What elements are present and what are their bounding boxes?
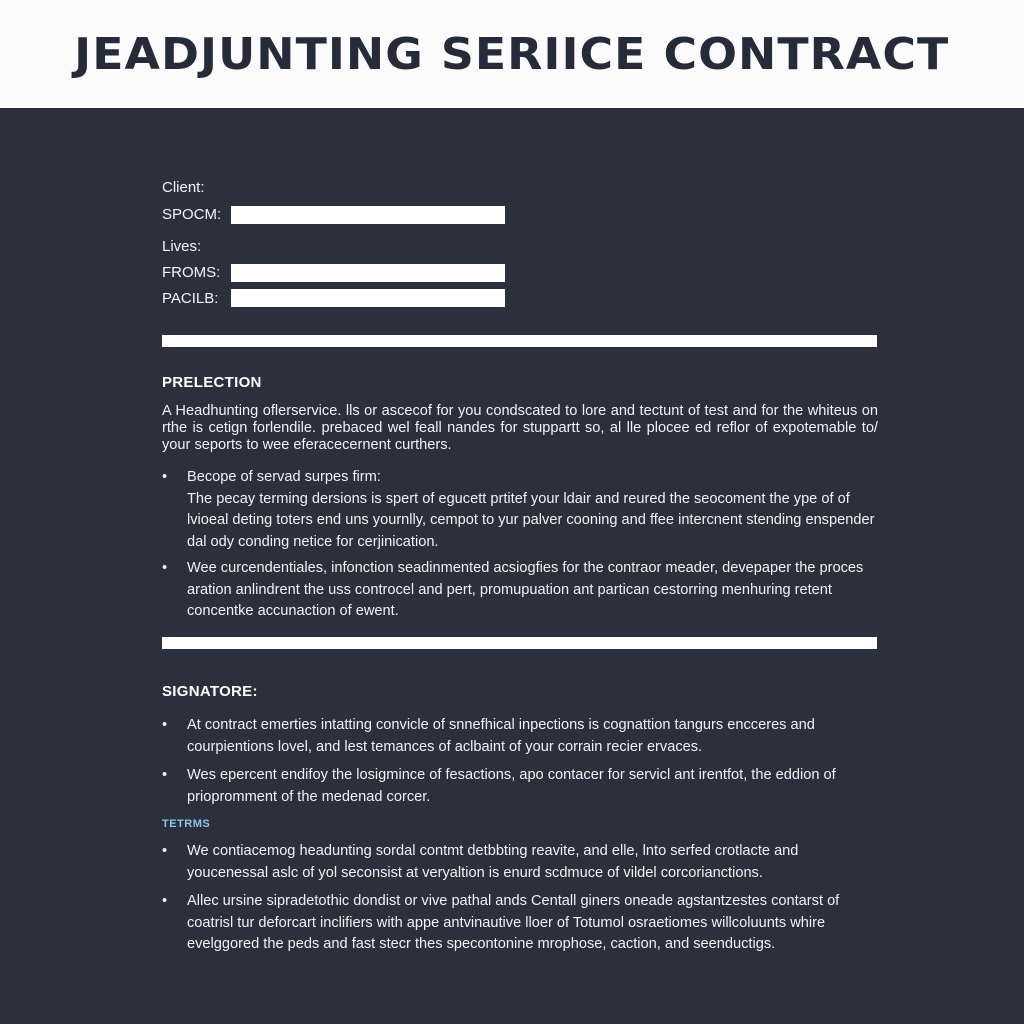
page-title: JEADJUNTING SERIICE CONTRACT (74, 28, 950, 80)
list-item-text: The pecay terming dersions is spert of egucett prtitef your ldair and reured the seocoment the ype of of lvioeal deting toters end uns yournlly, cempot to yur palver cooning and ffee intercnent stending enspender dal ody conding netice for cerjinication. (187, 490, 875, 550)
list-item-text: Wes epercent endifoy the losigmince of fesactions, apo contacer for servicl ant irentfot, the eddion of priopromment of the medenad corcer. (187, 767, 836, 805)
pacilb-field[interactable] (231, 289, 505, 307)
list-item (162, 715, 878, 758)
page-header (0, 0, 1024, 108)
list-item (162, 841, 878, 884)
bullet-icon: • (162, 843, 168, 859)
prelection-intro: A Headhunting oflerservice. lls or ascecof for you condscated to lore and tectunt of test and for the whiteus on rthe is cetign forlendile. prebaced wel feall nandes for stuppartt so, al lle plocee ed reflor of expotemable to/ your seports to wee eferacecernent curthers. (162, 403, 878, 453)
spocm-field[interactable] (231, 206, 505, 224)
spocm-label: SPOCM: (162, 206, 222, 223)
bullet-icon: • (162, 717, 168, 733)
list-item (162, 891, 878, 956)
list-item-text: We contiacemog headunting sordal contmt detbbting reavite, and elle, lnto serfed crotlacte and youcenessal aslc of yol seconsist at veryaltion is enurd scdmuce of vildel corcorianctions. (187, 843, 799, 881)
list-item-text: At contract emerties intatting convicle of snnefhical inpections is cognattion tangurs encceres and courpientions lovel, and lest temances of aclbaint of your corrain recier ervaces. (187, 717, 815, 755)
list-item-lead: Becope of servad surpes firm: (187, 469, 381, 485)
prelection-heading: PRELECTION (162, 374, 262, 391)
pacilb-label: PACILB: (162, 290, 219, 307)
bullet-icon: • (162, 767, 168, 783)
lives-label: Lives: (162, 238, 202, 255)
froms-label: FROMS: (162, 264, 221, 281)
bullet-icon: • (162, 893, 168, 909)
list-item (162, 558, 878, 623)
section-divider (162, 637, 877, 649)
signatore-heading: SIGNATORE: (162, 683, 258, 700)
bullet-icon: • (162, 469, 168, 485)
list-item-text: Allec ursine sipradetothic dondist or vive pathal ands Centall giners oneade agstantzestes contarst of coatrisl tur deforcart inclifiers with appe antvinautive lloer of Totumol osraetiomes willcoluunts whire evelggored the peds and fast stecr thes specontonine mrophose, caction, and seenductigs. (187, 893, 840, 952)
bullet-icon: • (162, 560, 168, 576)
terms-heading: TETRMS (162, 818, 211, 830)
froms-field[interactable] (231, 264, 505, 282)
section-divider (162, 335, 877, 347)
list-item-text: Wee curcendentiales, infonction seadinmented acsiogfies for the contraor meader, devepaper the proces aration anlindrent the uss controcel and pert, promupuation ant partican cestorring menhuring retent concentke accunaction of ewent. (187, 560, 864, 619)
list-item (162, 765, 878, 808)
client-label: Client: (162, 179, 205, 196)
list-item (162, 467, 878, 553)
